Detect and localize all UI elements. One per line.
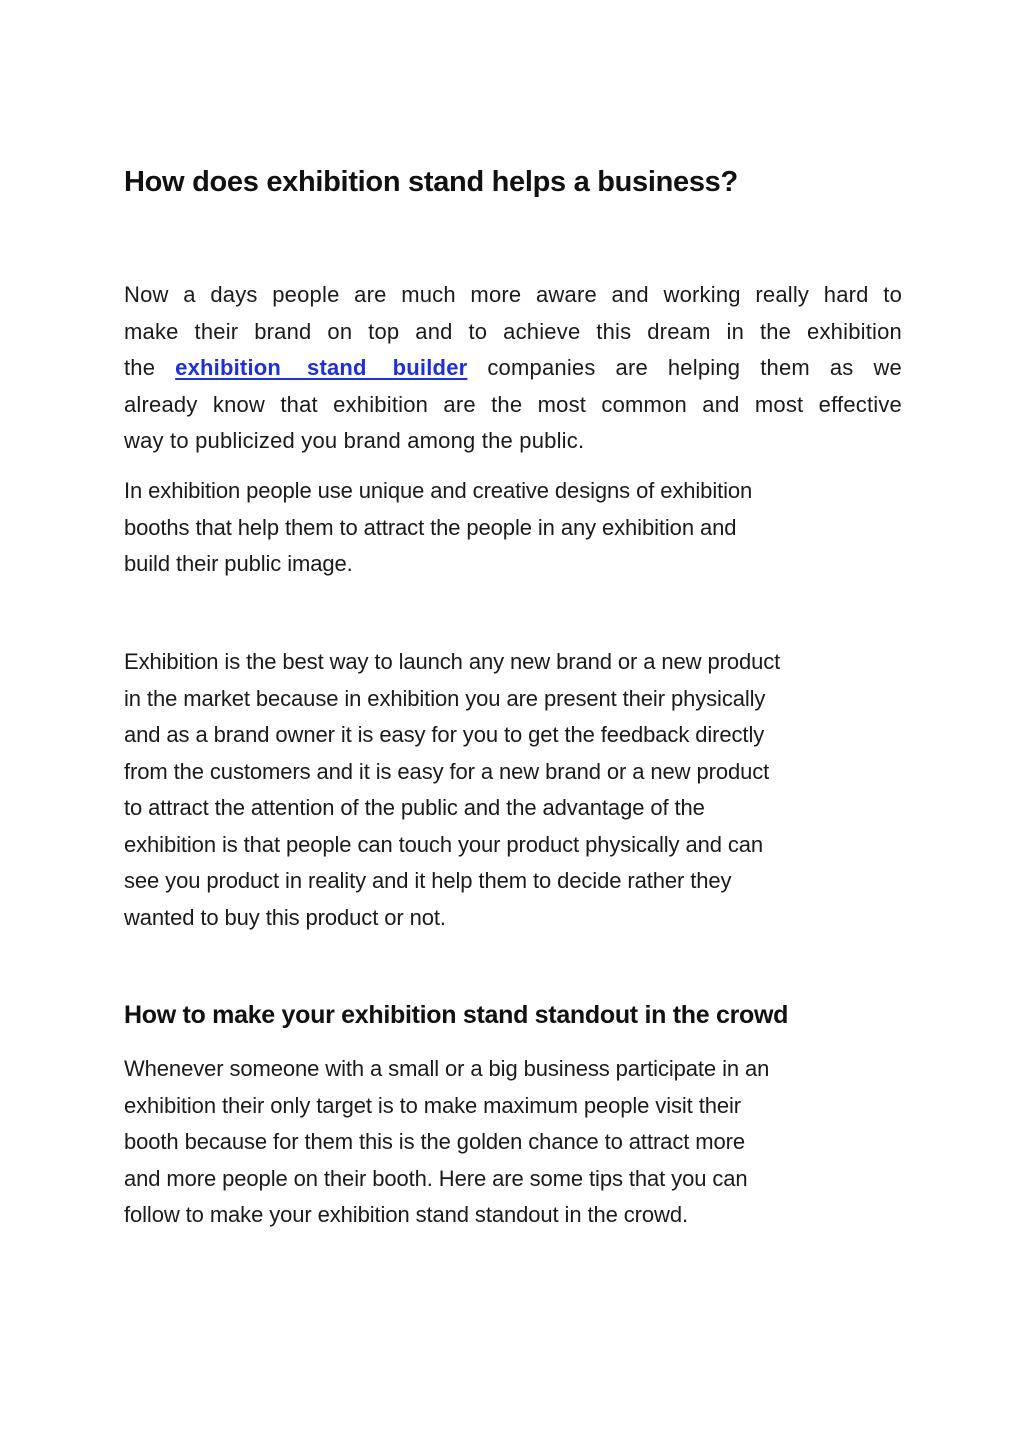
paragraph-line: make their brand on top and to achieve this dream in the exhibition (124, 318, 902, 344)
section-heading: How to make your exhibition stand standout in the crowd (124, 1001, 789, 1029)
launch-paragraph (124, 644, 904, 936)
booth-design-paragraph (124, 473, 884, 583)
paragraph-line: already know that exhibition are the most common and most effective (124, 391, 902, 417)
paragraph-line: wanted to buy this product or not. (124, 904, 446, 930)
paragraph-line: to attract the attention of the public and the advantage of the (124, 795, 705, 820)
paragraph-text: the (124, 355, 156, 380)
paragraph-line: Now a days people are much more aware and working really hard to (124, 282, 902, 307)
paragraph-line: Exhibition is the best way to launch any new brand or a new product (124, 649, 781, 674)
paragraph-line: booths that help them to attract the people in any exhibition and (124, 514, 737, 540)
page-title: How does exhibition stand helps a business? (124, 166, 738, 198)
intro-paragraph (124, 277, 902, 460)
paragraph-line: exhibition is that people can touch your product physically and can (124, 831, 764, 857)
paragraph-line: In exhibition people use unique and creative designs of exhibition (124, 478, 753, 503)
paragraph-line-with-link (124, 350, 902, 387)
paragraph-line: booth because for them this is the golden chance to attract more (124, 1129, 745, 1154)
paragraph-line: see you product in reality and it help them to decide rather they (124, 868, 732, 893)
paragraph-line: from the customers and it is easy for a new brand or a new product (124, 758, 770, 784)
paragraph-line: and more people on their booth. Here are some tips that you can (124, 1165, 748, 1191)
exhibition-stand-builder-link[interactable]: exhibition stand builder (175, 355, 468, 380)
paragraph-line: way to publicized you brand among the public. (124, 428, 585, 453)
paragraph-line: in the market because in exhibition you are present their physically (124, 685, 766, 711)
paragraph-text: companies are helping them as we (487, 355, 902, 380)
paragraph-line: follow to make your exhibition stand standout in the crowd. (124, 1202, 688, 1227)
paragraph-line: Whenever someone with a small or a big business participate in an (124, 1056, 770, 1081)
paragraph-line: exhibition their only target is to make maximum people visit their (124, 1092, 742, 1118)
paragraph-line: build their public image. (124, 551, 353, 576)
paragraph-line: and as a brand owner it is easy for you to get the feedback directly (124, 722, 765, 747)
standout-paragraph (124, 1051, 904, 1234)
